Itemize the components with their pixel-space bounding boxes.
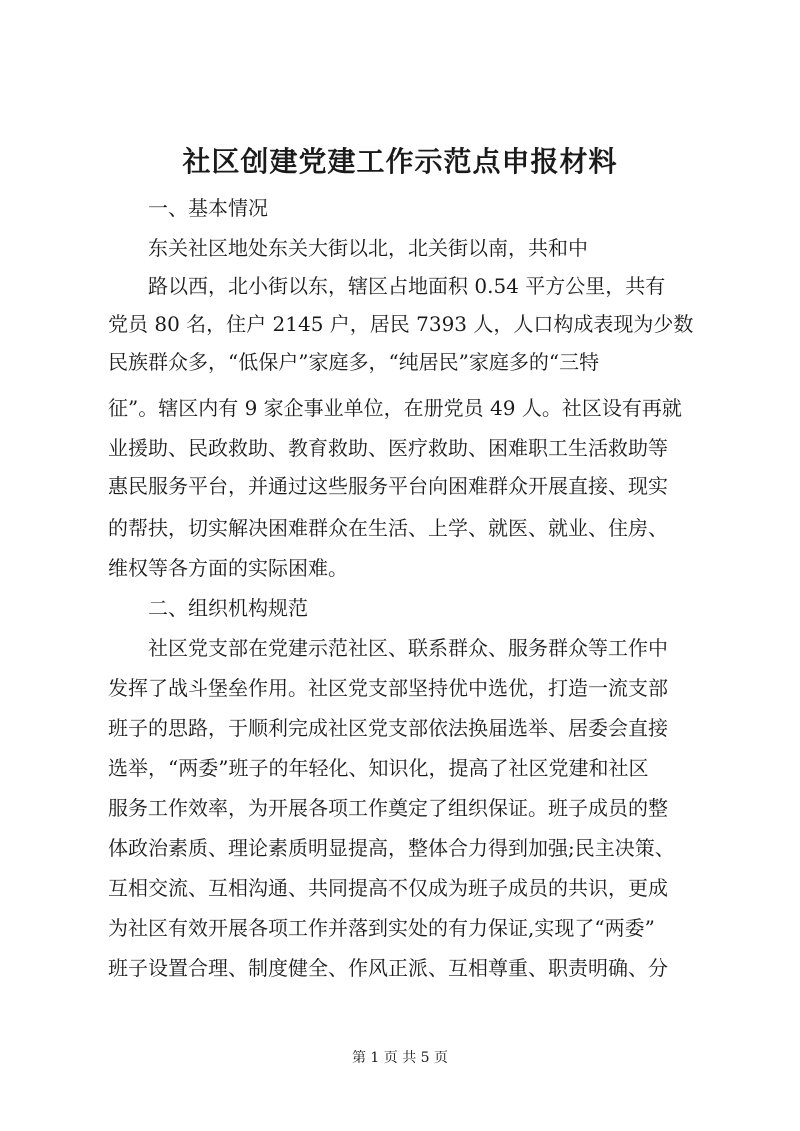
section-heading-basic-info: 一、基本情况 bbox=[148, 196, 268, 220]
paragraph-line: 维权等各方面的实际困难。 bbox=[108, 556, 348, 580]
paragraph-line: 征”。辖区内有 9 家企事业单位，在册党员 49 人。社区设有再就 bbox=[108, 396, 682, 420]
paragraph-line: 选举，“两委”班子的年轻化、知识化，提高了社区党建和社区 bbox=[108, 756, 649, 780]
paragraph-line: 互相交流、互相沟通、共同提高不仅成为班子成员的共识，更成 bbox=[108, 876, 668, 900]
paragraph-line: 为社区有效开展各项工作并落到实处的有力保证,实现了“两委” bbox=[108, 916, 655, 940]
paragraph-line: 的帮扶，切实解决困难群众在生活、上学、就医、就业、住房、 bbox=[108, 516, 668, 540]
page-footer: 第 1 页 共 5 页 bbox=[351, 1050, 449, 1066]
paragraph-line: 体政治素质、理论素质明显提高，整体合力得到加强;民主决策、 bbox=[108, 836, 675, 860]
paragraph-line: 班子的思路，于顺利完成社区党支部依法换届选举、居委会直接 bbox=[108, 716, 668, 740]
paragraph-line: 发挥了战斗堡垒作用。社区党支部坚持优中选优，打造一流支部 bbox=[108, 676, 668, 700]
paragraph-line: 党员 80 名，住户 2145 户，居民 7393 人，人口构成表现为少数 bbox=[108, 312, 694, 336]
paragraph-line: 东关社区地处东关大街以北，北关街以南，共和中 bbox=[148, 236, 588, 260]
paragraph-line: 班子设置合理、制度健全、作风正派、互相尊重、职责明确、分 bbox=[108, 956, 668, 980]
section-heading-org-structure: 二、组织机构规范 bbox=[148, 596, 308, 620]
paragraph-line: 业援助、民政救助、教育救助、医疗救助、困难职工生活救助等 bbox=[108, 436, 668, 460]
paragraph-line: 惠民服务平台，并通过这些服务平台向困难群众开展直接、现实 bbox=[108, 474, 668, 498]
paragraph-line: 路以西，北小街以东，辖区占地面积 0.54 平方公里，共有 bbox=[148, 274, 666, 298]
paragraph-line: 服务工作效率，为开展各项工作奠定了组织保证。班子成员的整 bbox=[108, 796, 668, 820]
page-title: 社区创建党建工作示范点申报材料 bbox=[182, 145, 618, 178]
paragraph-line: 社区党支部在党建示范社区、联系群众、服务群众等工作中 bbox=[148, 636, 668, 660]
paragraph-line: 民族群众多，“低保户”家庭多，“纯居民”家庭多的“三特 bbox=[108, 350, 600, 374]
